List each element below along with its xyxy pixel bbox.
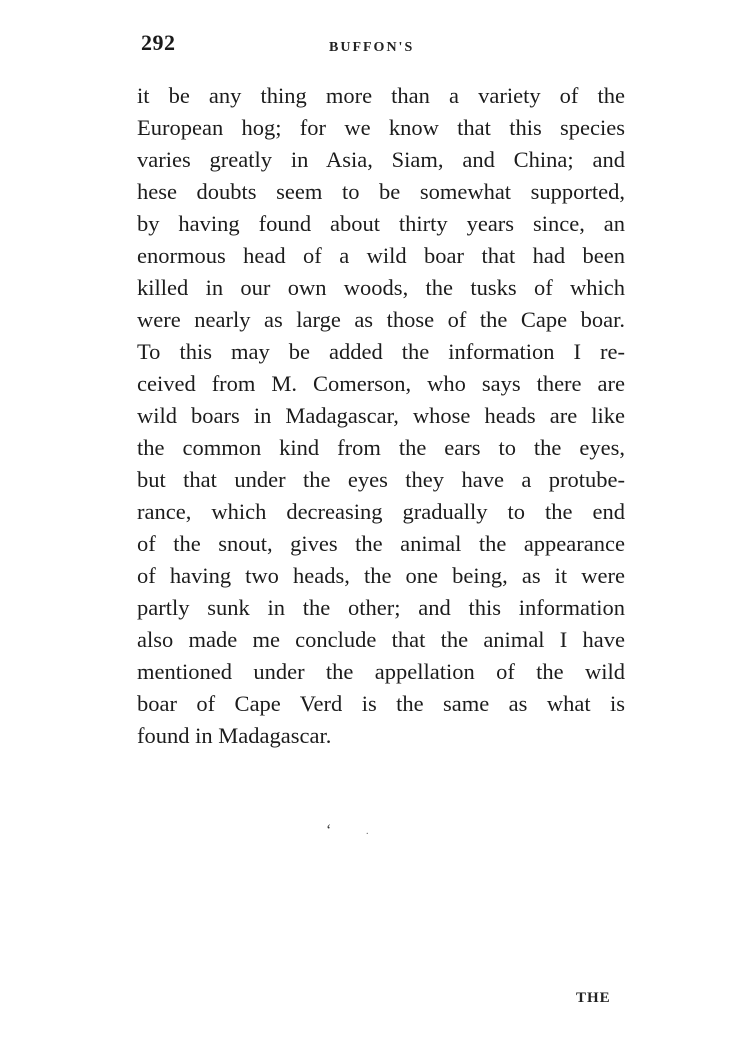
running-head: BUFFON'S [329, 40, 415, 55]
page-number: 292 [141, 30, 176, 55]
text-line: by having found about thirty years since, an [137, 211, 625, 236]
text-line: ceived from M. Comerson, who says there are [137, 371, 625, 396]
text-line: of having two heads, the one being, as it were [137, 563, 625, 588]
text-line: enormous head of a wild boar that had been [137, 243, 625, 268]
body-text [137, 80, 625, 752]
text-line: partly sunk in the other; and this information [137, 595, 625, 620]
catchword: THE [576, 990, 611, 1006]
stray-ink-mark: ‘ [326, 822, 332, 839]
text-line: the common kind from the ears to the eyes, [137, 435, 625, 460]
text-line: hese doubts seem to be somewhat supported, [137, 179, 625, 204]
text-line: but that under the eyes they have a protube- [137, 467, 625, 492]
text-line: it be any thing more than a variety of the [137, 83, 625, 108]
text-line: varies greatly in Asia, Siam, and China; and [137, 147, 625, 172]
text-line: boar of Cape Verd is the same as what is [137, 691, 625, 716]
text-line: of the snout, gives the animal the appearance [137, 531, 625, 556]
stray-ink-dot: . [366, 826, 369, 837]
text-line: European hog; for we know that this species [137, 115, 625, 140]
text-line: were nearly as large as those of the Cape boar. [137, 307, 625, 332]
text-line-last: found in Madagascar. [137, 723, 332, 748]
text-line: wild boars in Madagascar, whose heads are like [137, 403, 625, 428]
text-line: To this may be added the information I re- [137, 339, 625, 364]
text-line: killed in our own woods, the tusks of which [137, 275, 625, 300]
text-line: also made me conclude that the animal I have [137, 627, 625, 652]
text-line: rance, which decreasing gradually to the end [137, 499, 625, 524]
text-line: mentioned under the appellation of the wild [137, 659, 625, 684]
